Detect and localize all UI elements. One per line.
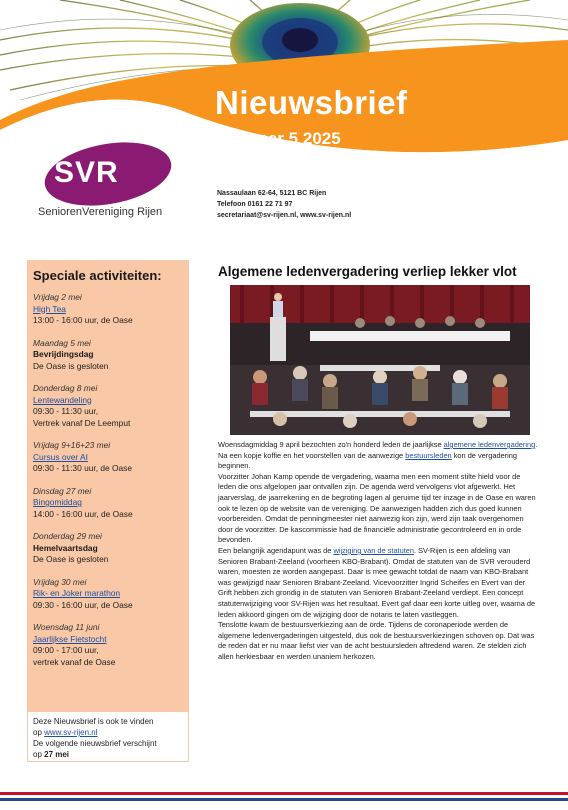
special-activities-sidebar — [27, 260, 189, 762]
activity-link[interactable]: Bingomiddag — [33, 497, 82, 507]
agm-link[interactable]: algemene ledenvergadering — [443, 440, 536, 449]
statutes-change-link[interactable]: wijziging van de statuten — [333, 545, 414, 555]
note-line — [33, 749, 184, 760]
activity-item — [33, 440, 183, 475]
activity-link[interactable]: Jaarlijkse Fietstocht — [33, 633, 107, 644]
text-run: . Na een kopje koffie en het voorstellen van de aanwezige — [218, 440, 538, 460]
newsletter-note — [27, 712, 189, 762]
activity-link[interactable]: Lentewandeling — [33, 394, 92, 405]
activity-date: Vrijdag 9+16+23 mei — [33, 440, 111, 450]
activity-item — [33, 486, 183, 521]
activity-date: Dinsdag 27 mei — [33, 485, 92, 496]
activity-link[interactable]: Rik- en Joker marathon — [33, 588, 121, 598]
text-run: . SV-Rijen is een afdeling van Senioren Brabant-Zeeland (voorheen KBO-Brabant). Omdat de statuten van de SVR verouderd waren, moesten ze worden aangepast. Daar is mee gewacht totdat de naam van KBO-Brabant was gewijzigd naar Senioren Brabant-Zeeland. Vicevoorzitter Ingrid Scheifes en Evert van der Grift hebben zich grondig in de statuten van Senioren Brabant-Zeeland verdiept. Een concept statutenwijziging voor SV-Rijen was het resultaat. Evert gaf daar een korte uitleg over, waarna de leden akkoord gingen om de wijziging door de notaris te laten vastleggen. — [218, 545, 536, 619]
activity-detail: 13:00 - 16:00 uur, de Oase — [33, 315, 133, 325]
article-paragraph: Tenslotte kwam de bestuursverkiezing aan de orde. Tijdens de coronaperiode werden de algemene ledenvergaderingen uitgesteld, dus ook de bestuursverkiezingen schoven op. Dat was de reden dat er nu maar liefst vier van de acht bestuursleden aftredend waren. Ze stelden zich allen herkiesbaar en werden unaniem herkozen. — [218, 620, 535, 661]
note-line — [33, 727, 184, 738]
meeting-photo-illustration — [230, 285, 530, 435]
article-title: Algemene ledenvergadering verliep lekker vlot — [218, 264, 517, 279]
contact-block — [217, 188, 351, 221]
activity-detail: De Oase is gesloten — [33, 554, 109, 564]
sidebar-title: Speciale activiteiten: — [33, 268, 162, 283]
contact-address: Nassaulaan 62-64, 5121 BC Rijen — [217, 190, 327, 197]
contact-phone: Telefoon 0161 22 71 97 — [217, 201, 293, 208]
activity-date: Vrijdag 30 mei — [33, 576, 87, 587]
activity-item — [33, 577, 183, 612]
text-run: Woensdagmiddag 9 april bezochten zo'n honderd leden de jaarlijkse — [218, 440, 444, 449]
article-body — [218, 440, 538, 662]
next-issue-date: 27 mei — [44, 750, 70, 759]
note-prefix: op — [33, 750, 45, 759]
activity-detail: 14:00 - 16:00 uur, de Oase — [33, 508, 133, 519]
activity-item — [33, 531, 183, 566]
activity-date: Donderdag 8 mei — [33, 383, 98, 393]
activity-name: Hemelvaartsdag — [33, 542, 98, 553]
activity-detail: 09:30 - 16:00 uur, de Oase — [33, 599, 133, 610]
activity-item — [33, 383, 183, 429]
article-paragraph: Voorzitter Johan Kamp opende de vergadering, waarna men een moment stilte hield voor de leden die ons afgelopen jaar ontvallen zijn. De agenda werd vervolgens vlot afgewerkt. Het jaarverslag, de jaarrekening en de begroting lagen al geruime tijd ter inzage in de Oase en waren ook te lezen op de website van de vereniging. De aanwezigen hadden zich dus goed kunnen voorbereiden. Omdat de penningmeester niet aanwezig kon zijn, werd zijn taak overgenomen door de voorzitter. De kascommissie had de financiële administratie gecontroleerd en in orde bevonden. — [218, 471, 536, 545]
website-link[interactable]: www.sv-rijen.nl — [44, 728, 98, 737]
activity-link[interactable]: High Tea — [33, 303, 66, 314]
activity-item — [33, 622, 183, 668]
newsletter-title: Nieuwsbrief — [215, 84, 408, 121]
activity-detail: De Oase is gesloten — [33, 360, 109, 371]
activity-item — [33, 338, 183, 373]
flag-stripe-blue — [0, 798, 568, 801]
activity-detail: 09:30 - 11:30 uur, de Oase — [33, 463, 133, 473]
logo-subtitle: SeniorenVereniging Rijen — [38, 206, 163, 218]
activity-link[interactable]: Cursus over AI — [33, 451, 88, 462]
issue-number: Nummer 5 2025 — [215, 129, 341, 148]
article-paragraph — [218, 440, 538, 472]
svr-logo — [34, 144, 194, 224]
activity-date: Donderdag 29 mei — [33, 531, 102, 541]
note-prefix: op — [33, 728, 45, 737]
activity-item — [33, 292, 183, 327]
activity-detail: vertrek vanaf de Oase — [33, 656, 116, 667]
activity-date: Vrijdag 2 mei — [33, 292, 82, 302]
board-members-link[interactable]: bestuursleden — [405, 450, 452, 460]
activity-name: Bevrijdingsdag — [33, 349, 94, 359]
contact-email-web: secretariaat@sv-rijen.nl, www.sv-rijen.nl — [217, 212, 352, 219]
logo-mark: SVR — [54, 156, 119, 189]
activity-detail: 09:00 - 17:00 uur, — [33, 645, 99, 655]
activity-detail: 09:30 - 11:30 uur, — [33, 406, 99, 416]
activity-date: Woensdag 11 juni — [33, 622, 100, 632]
note-line: Deze Nieuwsbrief is ook te vinden — [33, 717, 154, 726]
meeting-photo — [230, 285, 530, 435]
note-line: De volgende nieuwsbrief verschijnt — [33, 739, 157, 748]
activity-date: Maandag 5 mei — [33, 337, 91, 348]
article-paragraph — [218, 546, 538, 620]
text-run: Een belangrijk agendapunt was de — [218, 545, 334, 555]
activity-detail: Vertrek vanaf De Leemput — [33, 417, 131, 428]
text-run: kon de vergadering beginnen. — [218, 450, 518, 471]
